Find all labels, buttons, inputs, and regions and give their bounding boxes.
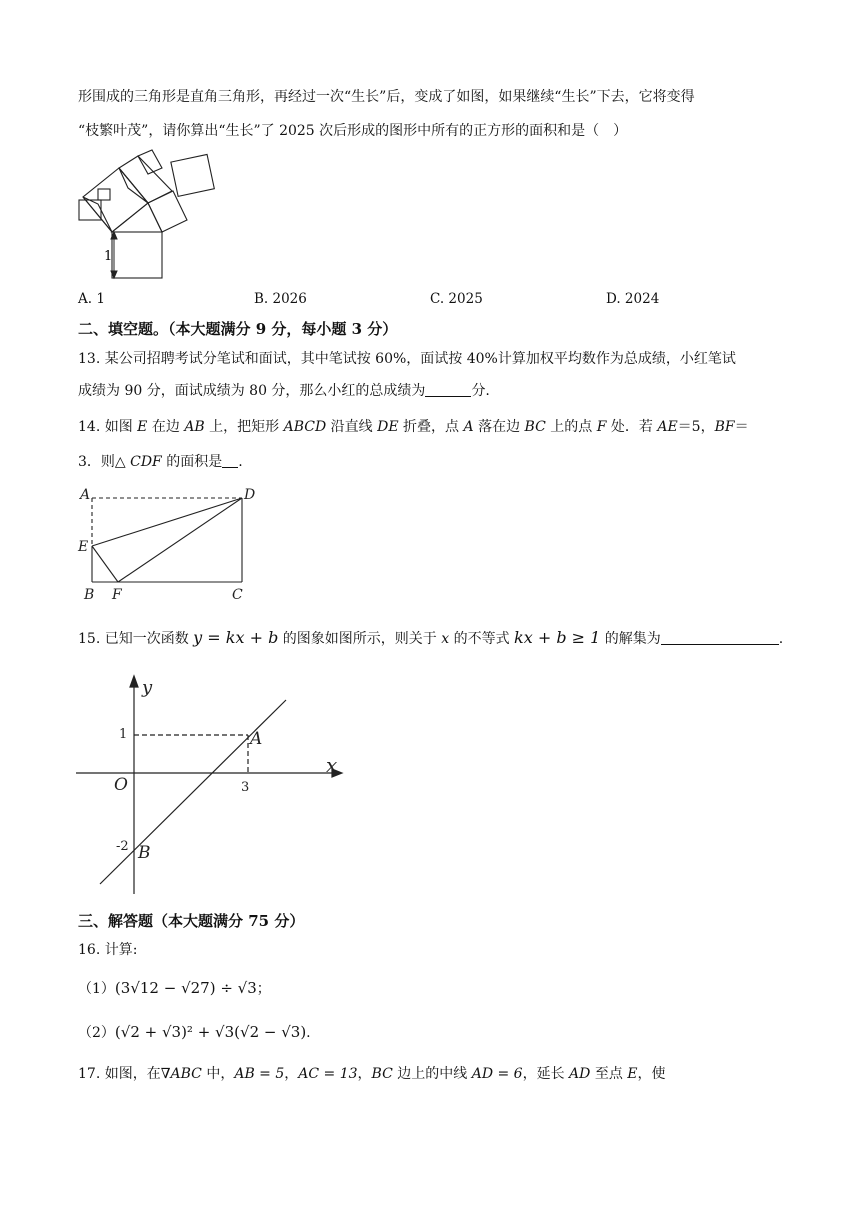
label-c: C [232, 587, 243, 603]
q13-line-2 [78, 381, 490, 401]
axis-label-x: x [326, 753, 338, 777]
q16-part-2: （2）(√2 + √3)² + √3(√2 − √3). [78, 1023, 311, 1041]
segment-ef [92, 546, 118, 582]
top-square-2 [171, 154, 214, 196]
section-2-title: 二、填空题。（本大题满分 9 分，每小题 3 分） [78, 320, 398, 338]
label-e: E [78, 539, 89, 555]
axis-label-y: y [142, 677, 153, 698]
q13-line-1: 13. 某公司招聘考试分笔试和面试，其中笔试按 60%，面试按 40%计算加权平均数作为总成绩，小红笔试 [78, 351, 736, 367]
q15-line: 15. 已知一次函数 y = kx + b 的图象如图所示，则关于 x 的不等式 kx + b ≥ 1 的解集为 . [78, 628, 784, 647]
fold-line-de [92, 498, 242, 546]
q13-text-a: 成绩为 90 分，面试成绩为 80 分，那么小红的总成绩为 [78, 383, 426, 399]
label-b: B [84, 587, 95, 603]
point-label-b: B [138, 843, 151, 863]
option-c[interactable]: C. 2025 [430, 291, 483, 307]
mid-square [119, 156, 172, 203]
base-square [112, 232, 162, 278]
linear-function-graph [76, 670, 356, 900]
label-a: A [80, 487, 91, 503]
q16-expression-2: (√2 + √3)² + √3(√2 − √3) [114, 1023, 307, 1041]
y-axis-arrow [130, 676, 138, 687]
q14-line-2: 3．则△ CDF 的面积是 . [78, 454, 243, 470]
pythagoras-tree-figure [76, 148, 221, 283]
point-label-a: A [250, 729, 263, 749]
tick-label-3: 3 [241, 780, 250, 795]
segment-fd [118, 498, 242, 582]
label-d: D [244, 487, 256, 503]
tick-label-1: 1 [119, 727, 128, 742]
q14-answer-blank[interactable] [222, 453, 238, 468]
q16-expression-1: (3√12 − √27) ÷ √3 [114, 979, 257, 997]
q16-part-1: （1）(3√12 − √27) ÷ √3； [78, 979, 271, 997]
q12-line-2: “枝繁叶茂”，请你算出“生长”了 2025 次后形成的图形中所有的正方形的面积和是（ ） [78, 123, 628, 139]
origin-label: O [114, 775, 128, 795]
option-a[interactable]: A. 1 [78, 291, 105, 307]
q13-text-b: 分. [471, 383, 490, 399]
q12-line-1: 形围成的三角形是直角三角形，再经过一次“生长”后，变成了如图，如果继续“生长”下去，它将变得 [78, 89, 695, 105]
q17-line: 17. 如图，在∇ABC 中，AB = 5，AC = 13，BC 边上的中线 AD = 6，延长 AD 至点 E，使 [78, 1066, 666, 1082]
right-square-1 [148, 191, 187, 232]
rectangle-fold-figure [76, 482, 266, 604]
triangle-2b [83, 197, 112, 232]
top-square-1 [138, 150, 162, 174]
q14-line-1: 14. 如图 E 在边 AB 上，把矩形 ABCD 沿直线 DE 折叠，点 A 落在边 BC 上的点 F 处．若 AE＝5，BF＝ [78, 419, 749, 435]
section-3-title: 三、解答题（本大题满分 75 分） [78, 912, 305, 930]
option-d[interactable]: D. 2024 [606, 291, 660, 307]
small-square-1 [79, 200, 101, 220]
option-b[interactable]: B. 2026 [254, 291, 307, 307]
tick-label-neg2: -2 [116, 839, 129, 854]
label-f: F [112, 587, 122, 603]
q16-title: 16. 计算: [78, 942, 138, 958]
small-square-2 [98, 189, 110, 200]
q15-answer-blank[interactable] [661, 630, 779, 645]
q13-answer-blank[interactable] [425, 382, 471, 397]
side-length-label: 1 [104, 249, 113, 264]
